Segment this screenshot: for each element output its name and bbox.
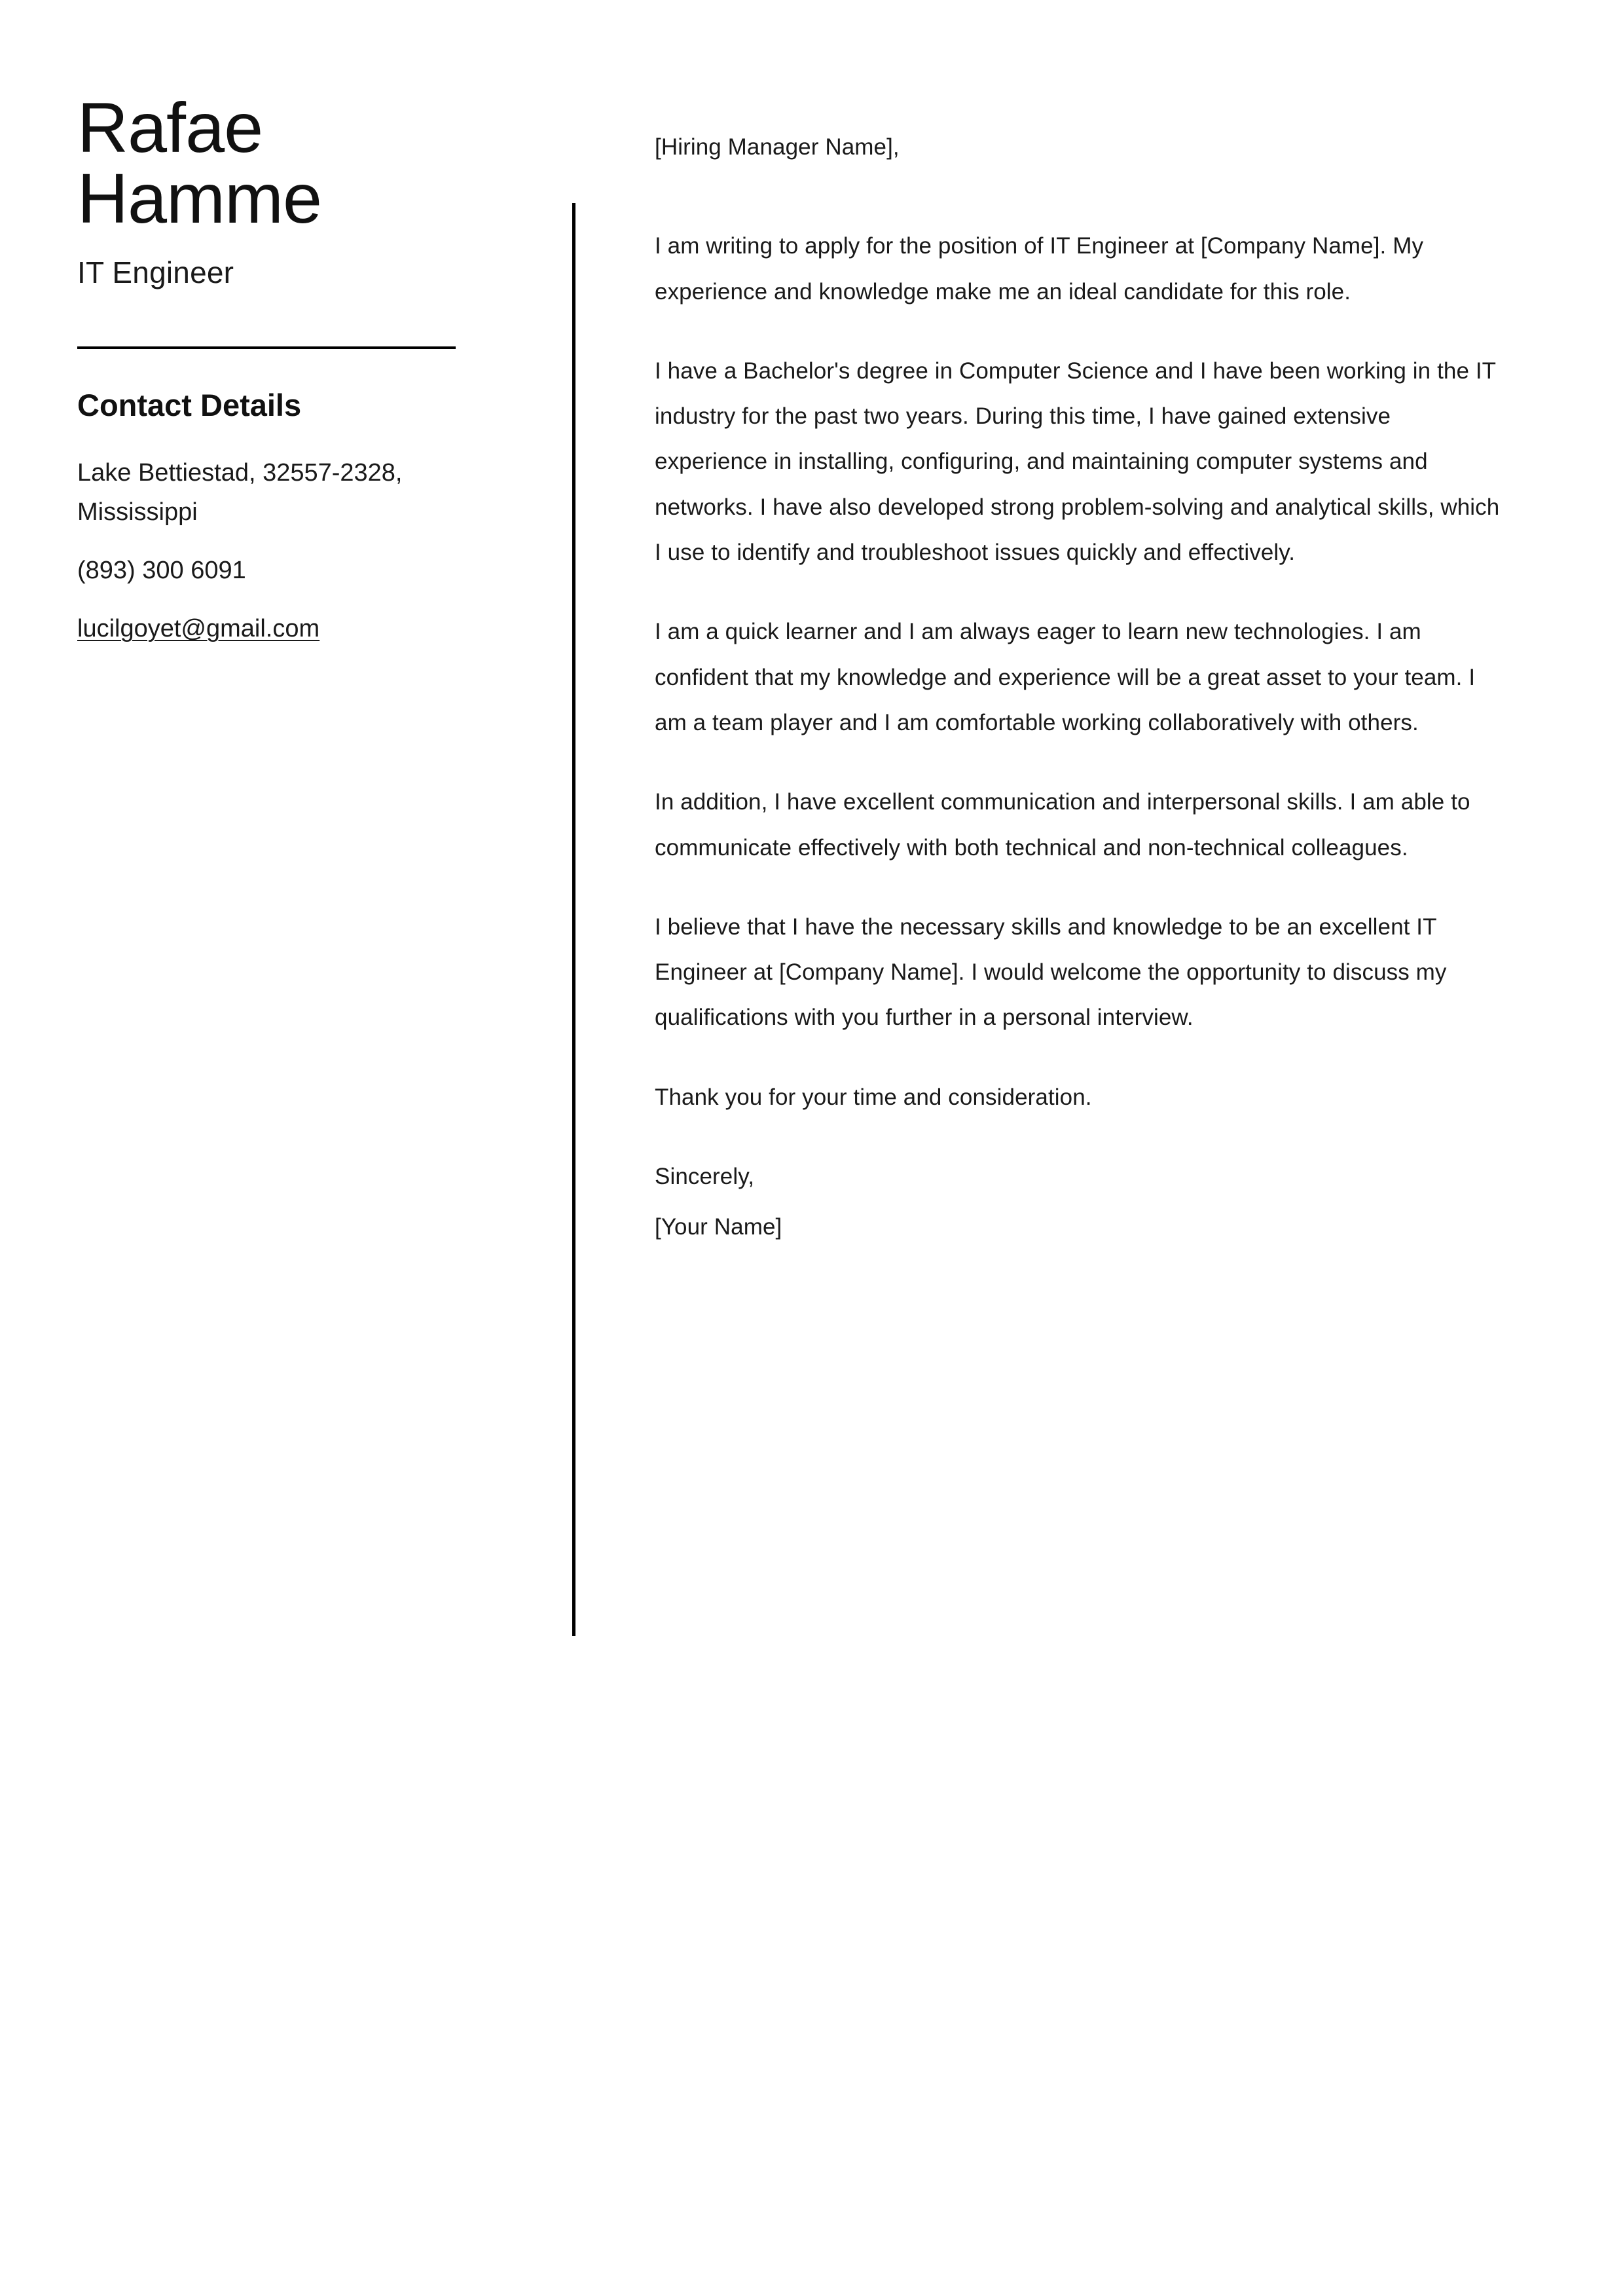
letter-salutation: [Hiring Manager Name], (655, 134, 900, 160)
letter-paragraph: In addition, I have excellent communication and interpersonal skills. I am able to communicate effectively with both technical and non-technical colleagues. (655, 789, 1470, 861)
letter-body (655, 124, 1503, 1250)
last-name: Hamme (77, 158, 322, 238)
contact-email-link[interactable]: lucilgoyet@gmail.com (77, 615, 320, 643)
vertical-divider (572, 203, 575, 1636)
letter-paragraph: Thank you for your time and consideration. (655, 1084, 1092, 1110)
sidebar (77, 0, 470, 667)
contact-phone: (893) 300 6091 (77, 557, 246, 585)
letter-paragraph: I have a Bachelor's degree in Computer Science and I have been working in the IT industry for the past two years. During this time, I have gained extensive experience in installing, configuring, and maintaining computer systems and networks. I have also developed strong problem-solving and analytical skills, which I use to identify and troubleshoot issues quickly and effectively. (655, 358, 1500, 566)
contact-details-list (77, 453, 470, 667)
sidebar-divider-rule (77, 346, 456, 349)
name-block (77, 0, 470, 236)
letter-paragraph: I am a quick learner and I am always eager to learn new technologies. I am confident that my knowledge and experience will be a great asset to your team. I am a team player and I am comfortable working collaboratively with others. (655, 619, 1476, 735)
letter-paragraph: I believe that I have the necessary skills and knowledge to be an excellent IT Engineer at [Company Name]. I would welcome the opportunity to discuss my qualifications with you further in a personal interview. (655, 914, 1447, 1031)
contact-details-heading: Contact Details (77, 387, 302, 422)
letter-paragraph: I am writing to apply for the position of IT Engineer at [Company Name]. My experience and knowledge make me an ideal candidate for this role. (655, 233, 1424, 305)
letter-signoff: Sincerely, (655, 1164, 755, 1190)
contact-address: Lake Bettiestad, 32557-2328, Mississippi (77, 458, 403, 527)
letter-signature-name: [Your Name] (655, 1214, 782, 1240)
job-title: IT Engineer (77, 255, 234, 289)
first-name: Rafae (77, 88, 263, 167)
